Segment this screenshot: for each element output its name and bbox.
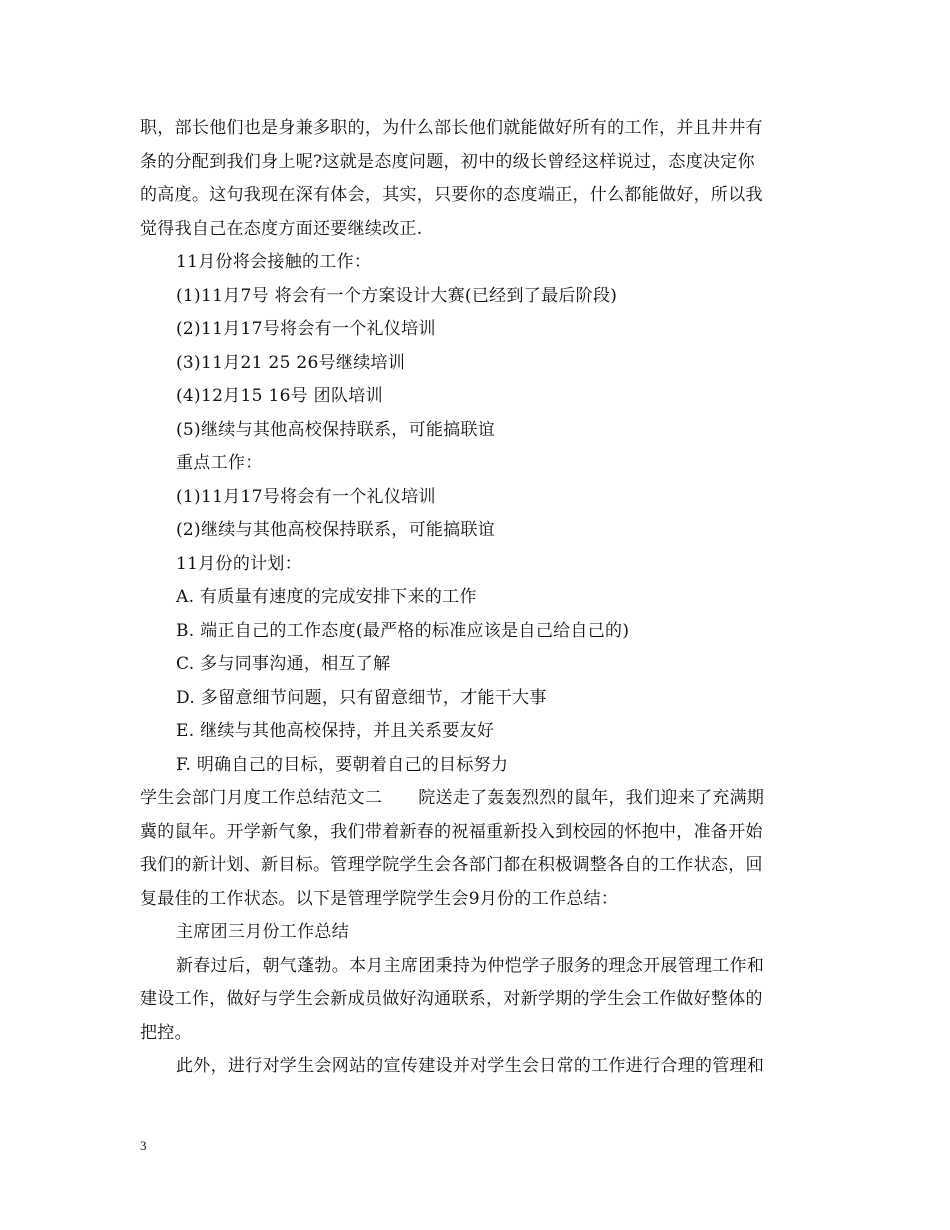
- section-heading-key-work: 重点工作：: [176, 453, 263, 473]
- list-item: (3)11月21 25 26号继续培训: [176, 352, 406, 373]
- list-item: F. 明确自己的目标，要朝着自己的目标努力: [176, 754, 509, 775]
- list-item: (2)继续与其他高校保持联系，可能搞联谊: [176, 520, 496, 540]
- section-two-first-line: [140, 782, 816, 816]
- list-item: B. 端正自己的工作态度(最严格的标准应该是自己给自己的): [176, 620, 630, 641]
- section-two-title: 学生会部门月度工作总结范文二: [140, 788, 383, 808]
- paragraph-line: 建设工作，做好与学生会新成员做好沟通联系，对新学期的学生会工作做好整体的: [140, 989, 763, 1009]
- paragraph-line: 把控。: [140, 1022, 192, 1043]
- list-item: D. 多留意细节问题，只有留意细节，才能干大事: [176, 687, 547, 708]
- list-item: A. 有质量有速度的完成安排下来的工作: [176, 587, 477, 607]
- list-item: (5)继续与其他高校保持联系，可能搞联谊: [176, 419, 496, 440]
- page-number: 3: [140, 1138, 147, 1153]
- list-item: E. 继续与其他高校保持，并且关系要友好: [176, 721, 495, 741]
- list-item: (1)11月7号 将会有一个方案设计大赛(已经到了最后阶段): [176, 285, 618, 306]
- section-heading-presidium: 主席团三月份工作总结: [176, 922, 349, 942]
- paragraph-line: 职，部长他们也是身兼多职的，为什么部长他们就能做好所有的工作，并且井井有: [140, 118, 763, 138]
- section-heading-november-plan: 11月份的计划：: [176, 553, 303, 574]
- list-item: C. 多与同事沟通，相互了解: [176, 654, 391, 674]
- section-heading-november-work: 11月份将会接触的工作：: [176, 252, 372, 272]
- document-body: [140, 112, 816, 1084]
- list-item: (4)12月15 16号 团队培训: [176, 386, 383, 406]
- section-two-intro: 院送走了轰轰烈烈的鼠年，我们迎来了充满期: [418, 788, 765, 808]
- paragraph-line: 此外，进行对学生会网站的宣传建设并对学生会日常的工作进行合理的管理和: [176, 1056, 765, 1076]
- list-item: (1)11月17号将会有一个礼仪培训: [176, 486, 436, 507]
- paragraph-line: 的高度。这句我现在深有体会，其实，只要你的态度端正，什么都能做好，所以我: [140, 185, 763, 205]
- list-item: (2)11月17号将会有一个礼仪培训: [176, 319, 436, 339]
- paragraph-line: 条的分配到我们身上呢?这就是态度问题，初中的级长曾经这样说过，态度决定你: [140, 151, 755, 172]
- paragraph-line: 冀的鼠年。开学新气象，我们带着新春的祝福重新投入到校园的怀抱中，准备开始: [140, 821, 763, 842]
- paragraph-line: 复最佳的工作状态。以下是管理学院学生会9月份的工作总结：: [140, 888, 619, 909]
- paragraph-line: 新春过后，朝气蓬勃。本月主席团秉持为仲恺学子服务的理念开展管理工作和: [176, 955, 765, 976]
- paragraph-line: 觉得我自己在态度方面还要继续改正.: [140, 218, 423, 239]
- paragraph-line: 我们的新计划、新目标。管理学院学生会各部门都在积极调整各自的工作状态，回: [140, 855, 763, 875]
